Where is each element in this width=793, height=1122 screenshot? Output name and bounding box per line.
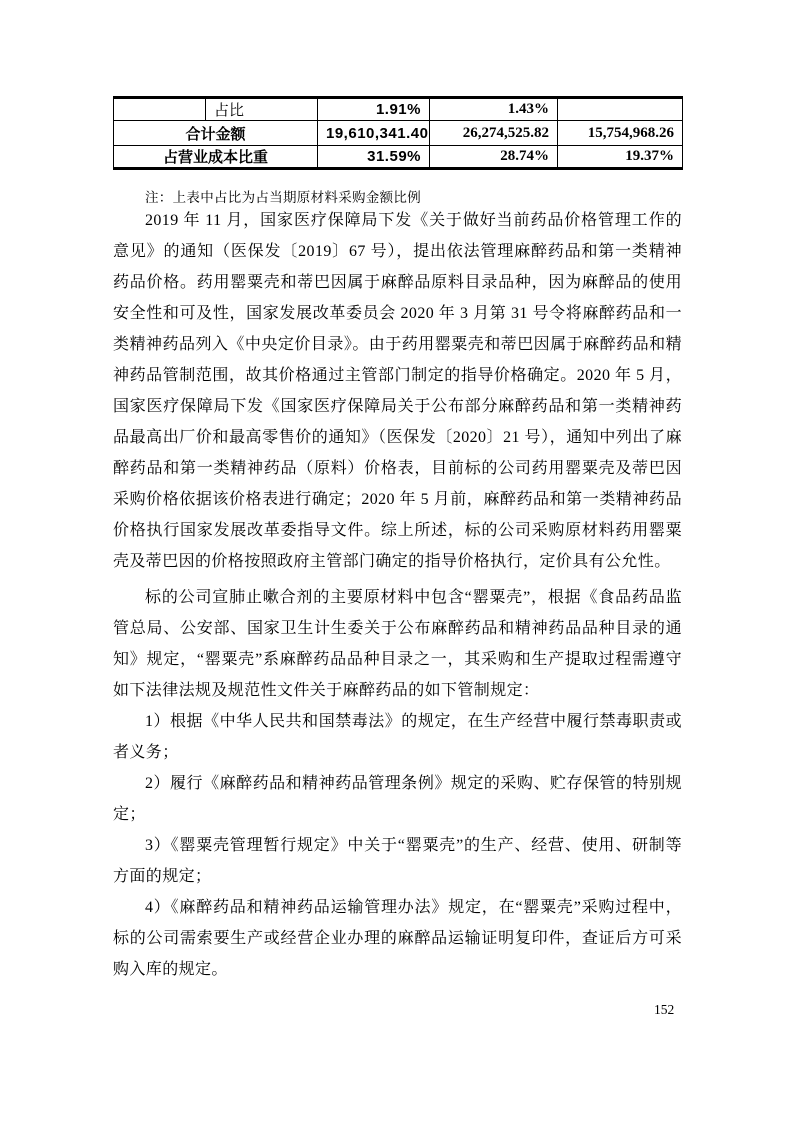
list-item-1: 1）根据《中华人民共和国禁毒法》的规定，在生产经营中履行禁毒职责或者义务； xyxy=(113,713,682,761)
table-row-label-cost-ratio: 占营业成本比重 xyxy=(114,146,318,169)
table-row-cost-ratio xyxy=(114,146,683,169)
table-row-label-ratio: 占比 xyxy=(206,98,318,121)
table-row-ratio xyxy=(114,98,683,121)
table-row-total xyxy=(114,121,683,146)
table-cell-ratio-col2: 1.43% xyxy=(430,98,558,121)
table-cell-cost-ratio-col3: 19.37% xyxy=(558,146,683,169)
table-cell-empty xyxy=(114,98,206,121)
table-cell-cost-ratio-col2: 28.74% xyxy=(430,146,558,169)
list-item-4: 4）《麻醉药品和精神药品运输管理办法》规定，在“罂粟壳”采购过程中，标的公司需索要生产或经营企业办理的麻醉品运输证明复印件，查证后方可采购入库的规定。 xyxy=(113,899,682,978)
paragraph-poppy-husk-intro: 标的公司宣肺止嗽合剂的主要原材料中包含“罂粟壳”，根据《食品药品监管总局、公安部、国家卫生计生委关于公布麻醉药品和精神药品品种目录的通知》规定，“罂粟壳”系麻醉药品品种目录之一，其采购和生产提取过程需遵守如下法律法规及规范性文件关于麻醉药品的如下管制规定： xyxy=(113,589,682,699)
table-cell-cost-ratio-col1: 31.59% xyxy=(318,146,430,169)
table-row-label-total: 合计金额 xyxy=(114,121,318,146)
procurement-ratio-table xyxy=(113,96,683,170)
table-note: 注：上表中占比为占当期原材料采购金额比例 xyxy=(145,190,421,205)
list-item-3: 3）《罂粟壳管理暂行规定》中关于“罂粟壳”的生产、经营、使用、研制等方面的规定； xyxy=(113,837,682,885)
paragraph-pricing-policy: 2019 年 11 月，国家医疗保障局下发《关于做好当前药品价格管理工作的意见》的通知（医保发〔2019〕67 号），提出依法管理麻醉药品和第一类精神药品价格。药用罂粟壳和蒂巴因属于麻醉品原料目录品种，因为麻醉品的使用安全性和可及性，国家发展改革委员会 2020 年 3 月第 31 号令将麻醉药品和一类精神药品列入《中央定价目录》。由于药用罂粟壳和蒂巴因属于麻醉药品和精神药品管制范围，故其价格通过主管部门制定的指导价格确定。2020 年 5 月，国家医疗保障局下发《国家医疗保障局关于公布部分麻醉药品和第一类精神药品最高出厂价和最高零售价的通知》（医保发〔2020〕21 号），通知中列出了麻醉药品和第一类精神药品（原料）价格表，目前标的公司药用罂粟壳及蒂巴因采购价格依据该价格表进行确定；2020 年 5 月前，麻醉药品和第一类精神药品价格执行国家发展改革委指导文件。综上所述，标的公司采购原材料药用罂粟壳及蒂巴因的价格按照政府主管部门确定的指导价格执行，定价具有公允性。 xyxy=(113,212,682,570)
table-cell-ratio-col1: 1.91% xyxy=(318,98,430,121)
table-cell-total-col2: 26,274,525.82 xyxy=(430,121,558,146)
table-cell-total-col1: 19,610,341.40 xyxy=(318,121,430,146)
table-cell-total-col3: 15,754,968.26 xyxy=(558,121,683,146)
body-text xyxy=(113,205,682,985)
list-item-2: 2）履行《麻醉药品和精神药品管理条例》规定的采购、贮存保管的特别规定； xyxy=(113,775,682,823)
page-number: 152 xyxy=(654,1002,675,1017)
table-cell-ratio-col3 xyxy=(558,98,683,121)
